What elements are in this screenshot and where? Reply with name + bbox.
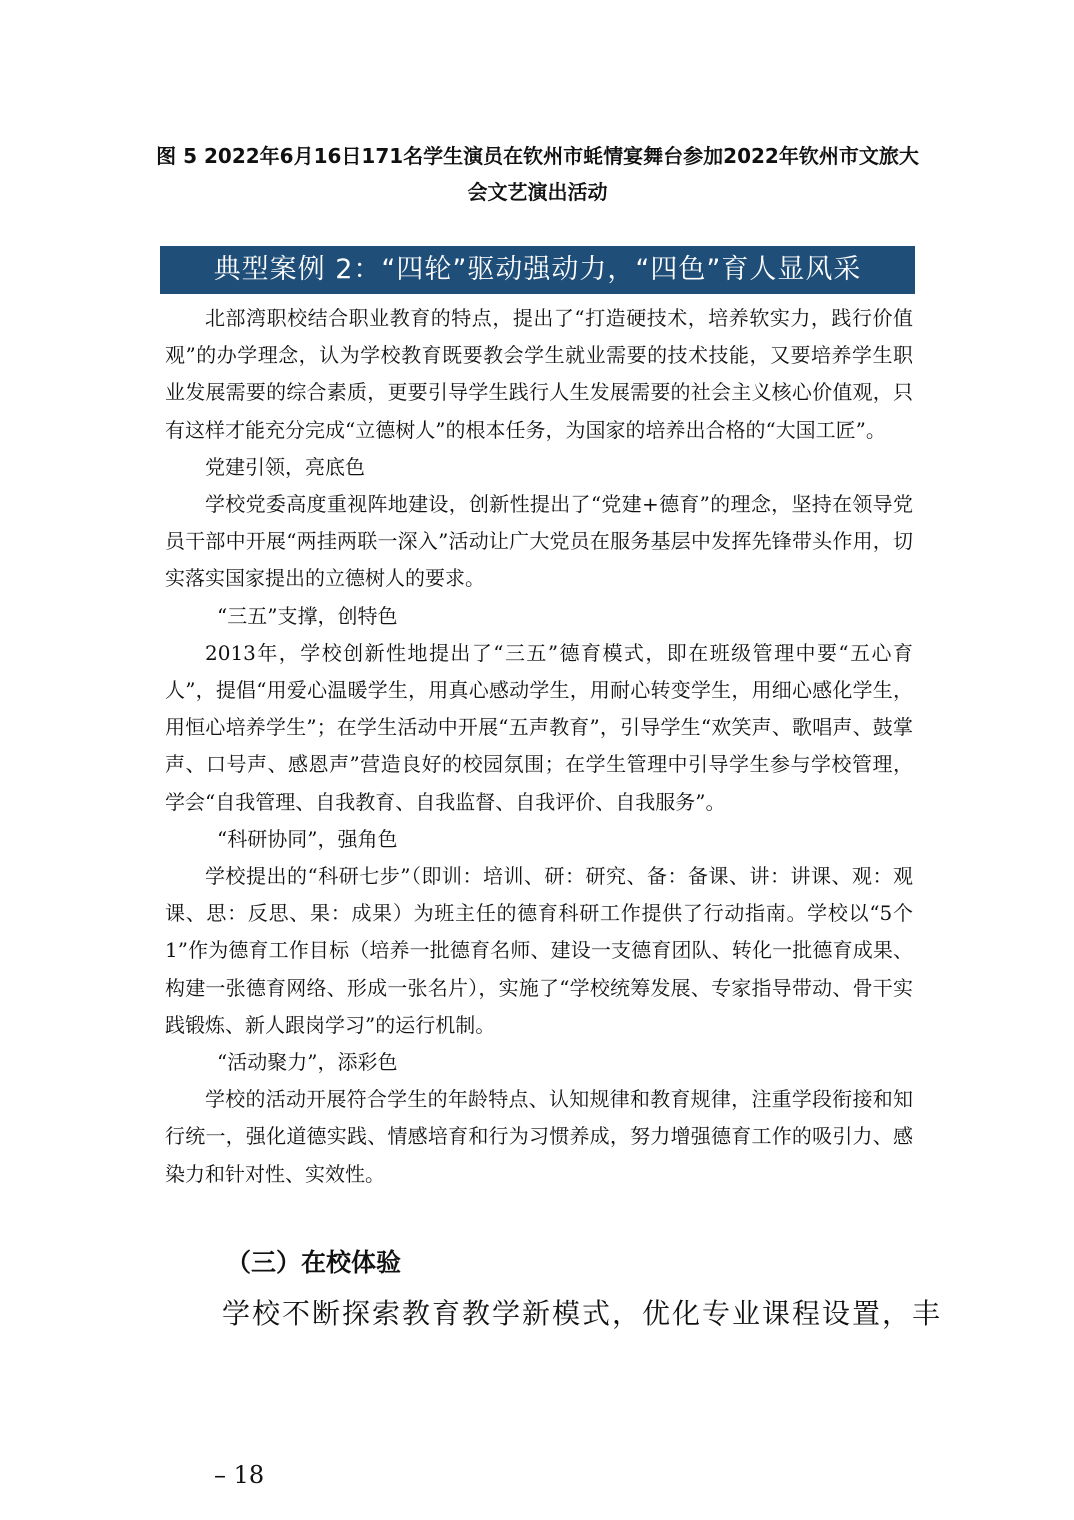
section-paragraph: 学校不断探索教育教学新模式，优化专业课程设置，丰: [222, 1297, 943, 1330]
case-banner: 典型案例 2：“四轮”驱动强动力，“四色”育人显风采: [160, 246, 915, 294]
subheading: “活动聚力”，添彩色: [217, 1050, 398, 1075]
paragraph: 学校党委高度重视阵地建设，创新性提出了“党建+德育”的理念，坚持在领导党员干部中开展“两挂两联一深入”活动让广大党员在服务基层中发挥先锋带头作用，切实落实国家提出的立德树人的要求。: [165, 492, 913, 591]
subheading: 党建引领，亮底色: [205, 454, 365, 479]
paragraph: 学校提出的“科研七步”（即训：培训、研：研究、备：备课、讲：讲课、观：观课、思：反思、果：成果）为班主任的德育科研工作提供了行动指南。学校以“5个1”作为德育工作目标（培养一批德育名师、建设一支德育团队、转化一批德育成果、构建一张德育网络、形成一张名片），实施了“学校统筹发展、专家指导带动、骨干实践锻炼、新人跟岗学习”的运行机制。: [165, 864, 913, 1037]
body-text: [165, 300, 913, 1193]
page-number: – 18: [214, 1461, 265, 1489]
paragraph: 2013年，学校创新性地提出了“三五”德育模式，即在班级管理中要“五心育人”，提倡“用爱心温暖学生，用真心感动学生，用耐心转变学生，用细心感化学生，用恒心培养学生”；在学生活动中开展“五声教育”，引导学生“欢笑声、歌唱声、鼓掌声、口号声、感恩声”营造良好的校园氛围；在学生管理中引导学生参与学校管理，学会“自我管理、自我教育、自我监督、自我评价、自我服务”。: [165, 640, 913, 814]
figure-caption: 图 5 2022年6月16日171名学生演员在钦州市蚝情宴舞台参加2022年钦州市文旅大会文艺演出活动: [156, 144, 919, 204]
subheading: “科研协同”，强角色: [217, 826, 398, 851]
paragraph: 北部湾职校结合职业教育的特点，提出了“打造硬技术，培养软实力，践行价值观”的办学理念，认为学校教育既要教会学生就业需要的技术技能，又要培养学生职业发展需要的综合素质，更要引导学生践行人生发展需要的社会主义核心价值观，只有这样才能充分完成“立德树人”的根本任务，为国家的培养出合格的“大国工匠”。: [165, 306, 913, 442]
section-heading: （三）在校体验: [226, 1248, 402, 1277]
paragraph: 学校的活动开展符合学生的年龄特点、认知规律和教育规律，注重学段衔接和知行统一，强化道德实践、情感培育和行为习惯养成，努力增强德育工作的吸引力、感染力和针对性、实效性。: [165, 1087, 913, 1186]
subheading: “三五”支撑，创特色: [217, 603, 398, 628]
